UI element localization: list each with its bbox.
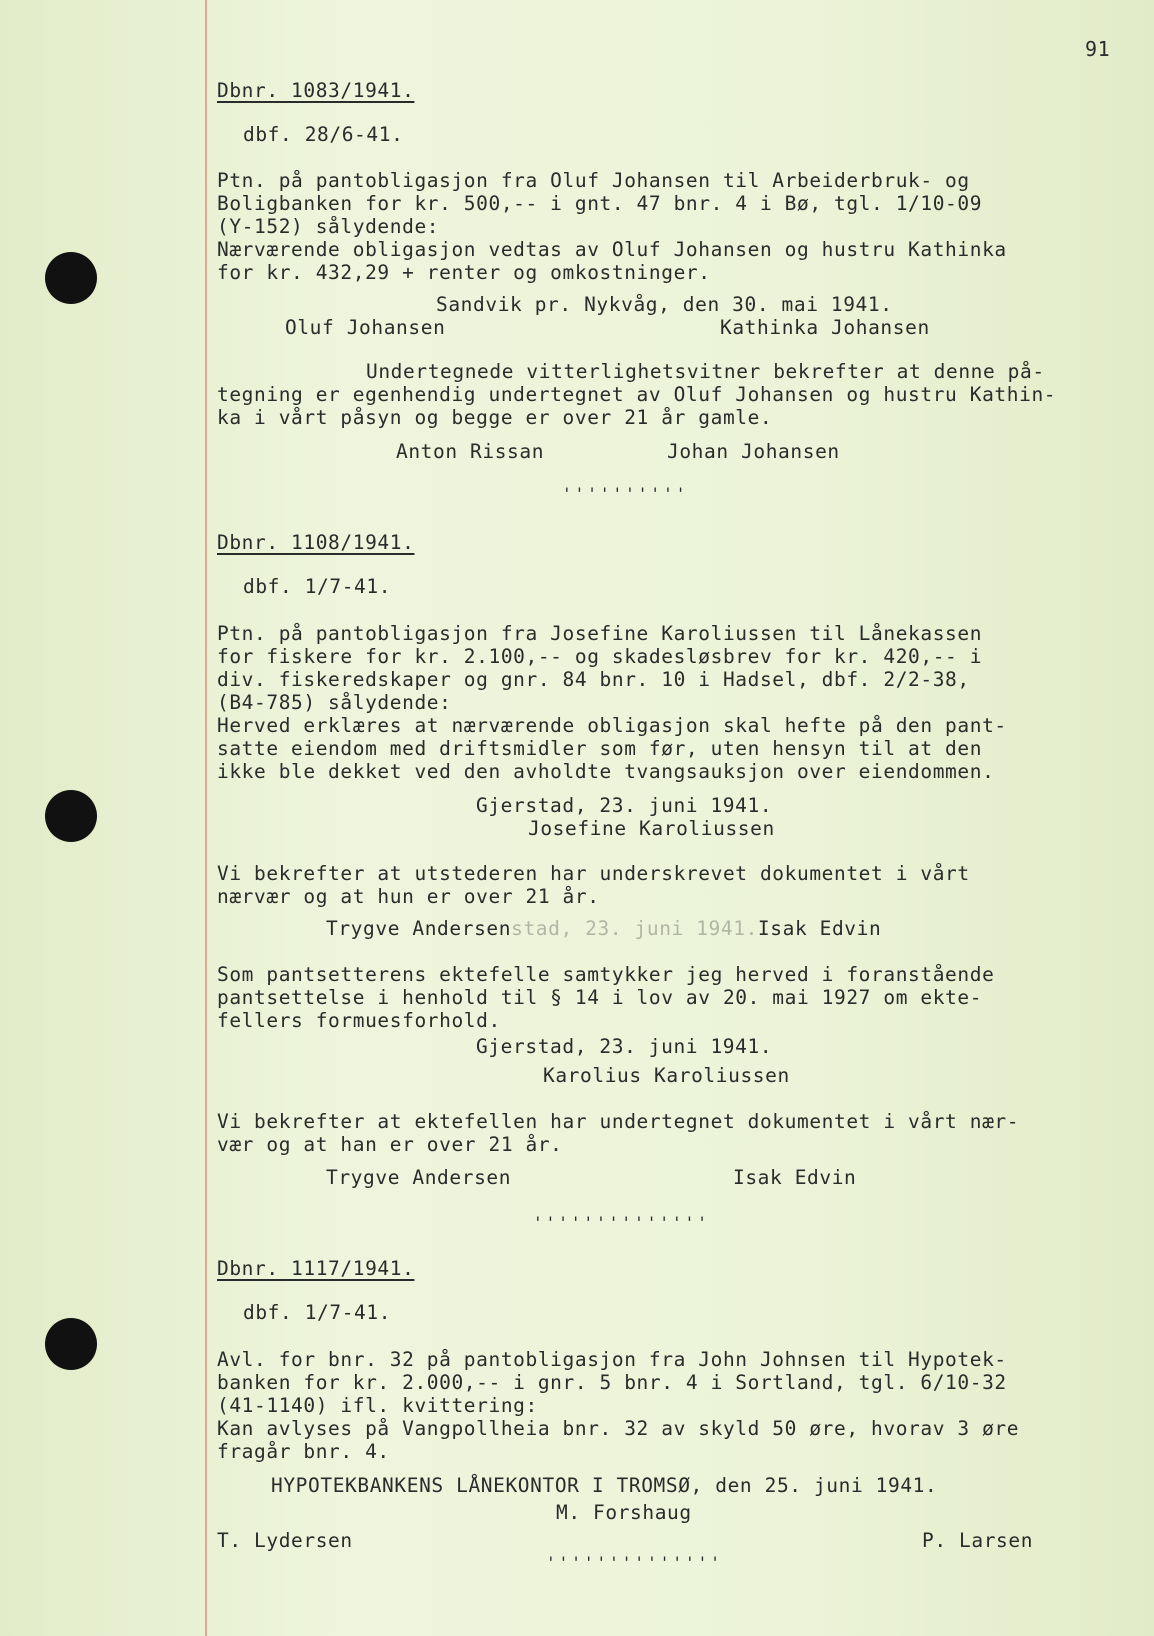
entry-body-line: fragår bnr. 4. bbox=[217, 1440, 390, 1463]
punch-hole bbox=[45, 252, 97, 304]
entry-body-line: Avl. for bnr. 32 på pantobligasjon fra John Johnsen til Hypotek- bbox=[217, 1348, 1007, 1371]
page-number: 91 bbox=[1085, 37, 1111, 61]
entry-body-line: div. fiskeredskaper og gnr. 84 bnr. 10 i Hadsel, dbf. 2/2-38, bbox=[217, 668, 970, 691]
spouse-text-line: Som pantsetterens ektefelle samtykker jeg herved i foranstående bbox=[217, 963, 995, 986]
place-date: Gjerstad, 23. juni 1941. bbox=[476, 1035, 773, 1058]
punch-hole bbox=[45, 790, 97, 842]
signature: Oluf Johansen bbox=[285, 316, 446, 339]
entry-header: Dbnr. 1117/1941. bbox=[217, 1257, 415, 1280]
witness-text-line: tegning er egenhendig undertegnet av Oluf Johansen og hustru Kathin- bbox=[217, 383, 1057, 406]
place-date: Gjerstad, 23. juni 1941. bbox=[476, 794, 773, 817]
witness-text-line: ka i vårt påsyn og begge er over 21 år gamle. bbox=[217, 406, 773, 429]
witness-name: Trygve Andersen bbox=[326, 917, 512, 940]
punch-hole bbox=[45, 1318, 97, 1370]
entry-body-line: satte eiendom med driftsmidler som før, uten hensyn til at den bbox=[217, 737, 983, 760]
entry-body-line: Nærværende obligasjon vedtas av Oluf Johansen og hustru Kathinka bbox=[217, 238, 1007, 261]
signer: M. Forshaug bbox=[556, 1501, 692, 1524]
entry-dbf: dbf. 28/6-41. bbox=[243, 123, 404, 146]
witness-name: Isak Edvin bbox=[757, 917, 882, 940]
entry-body-line: Ptn. på pantobligasjon fra Oluf Johansen til Arbeiderbruk- og bbox=[217, 169, 970, 192]
witness-signature: P. Larsen bbox=[922, 1529, 1034, 1552]
entry-body-line: banken for kr. 2.000,-- i gnr. 5 bnr. 4 i Sortland, tgl. 6/10-32 bbox=[217, 1371, 1007, 1394]
entry-header: Dbnr. 1108/1941. bbox=[217, 531, 415, 554]
entry-body-line: for kr. 432,29 + renter og omkostninger. bbox=[217, 261, 711, 284]
spouse-confirm-line: Vi bekrefter at ektefellen har undertegnet dokumentet i vårt nær- bbox=[217, 1110, 1020, 1133]
witness-text-line: Undertegnede vitterlighetsvitner bekrefter at denne på- bbox=[366, 360, 1045, 383]
signer: Josefine Karoliussen bbox=[528, 817, 775, 840]
entry-header: Dbnr. 1083/1941. bbox=[217, 79, 415, 102]
witness-line bbox=[326, 918, 881, 940]
witness-signature: Anton Rissan bbox=[396, 440, 545, 463]
issuer-line: HYPOTEKBANKENS LÅNEKONTOR I TROMSØ, den 25. juni 1941. bbox=[271, 1474, 938, 1497]
entry-body-line: Kan avlyses på Vangpollheia bnr. 32 av skyld 50 øre, hvorav 3 øre bbox=[217, 1417, 1020, 1440]
witness-signature: Isak Edvin bbox=[733, 1166, 857, 1189]
signature: Kathinka Johansen bbox=[720, 316, 930, 339]
entry-body-line: (Y-152) sålydende: bbox=[217, 215, 440, 238]
witness-signature: Trygve Andersen bbox=[326, 1166, 512, 1189]
entry-body-line: Ptn. på pantobligasjon fra Josefine Karoliussen til Lånekassen bbox=[217, 622, 983, 645]
entry-body-line: Herved erklæres at nærværende obligasjon skal hefte på den pant- bbox=[217, 714, 1007, 737]
spouse-text-line: pantsettelse i henhold til § 14 i lov av 20. mai 1927 om ekte- bbox=[217, 986, 983, 1009]
spouse-signer: Karolius Karoliussen bbox=[543, 1064, 790, 1087]
spouse-text-line: fellers formuesforhold. bbox=[217, 1009, 501, 1032]
faded-text: stad, 23. juni 1941. bbox=[511, 917, 758, 940]
entry-body-line: (41-1140) ifl. kvittering: bbox=[217, 1394, 538, 1417]
entry-body-line: for fiskere for kr. 2.100,-- og skadesløsbrev for kr. 420,-- i bbox=[217, 645, 983, 668]
witness-signature: Johan Johansen bbox=[667, 440, 840, 463]
place-date: Sandvik pr. Nykvåg, den 30. mai 1941. bbox=[436, 293, 893, 316]
margin-rule bbox=[205, 0, 207, 1636]
entry-dbf: dbf. 1/7-41. bbox=[243, 575, 392, 598]
entry-body-line: Boligbanken for kr. 500,-- i gnt. 47 bnr. 4 i Bø, tgl. 1/10-09 bbox=[217, 192, 983, 215]
separator-marks: '''''''''''''' bbox=[533, 1213, 710, 1232]
spouse-confirm-line: vær og at han er over 21 år. bbox=[217, 1133, 563, 1156]
separator-marks: '''''''''' bbox=[562, 484, 689, 503]
confirm-text-line: nærvær og at hun er over 21 år. bbox=[217, 885, 600, 908]
confirm-text-line: Vi bekrefter at utstederen har underskrevet dokumentet i vårt bbox=[217, 862, 970, 885]
entry-body-line: ikke ble dekket ved den avholdte tvangsauksjon over eiendommen. bbox=[217, 760, 995, 783]
entry-dbf: dbf. 1/7-41. bbox=[243, 1301, 392, 1324]
witness-signature: T. Lydersen bbox=[217, 1529, 353, 1552]
entry-body-line: (B4-785) sålydende: bbox=[217, 691, 452, 714]
separator-marks: '''''''''''''' bbox=[546, 1553, 723, 1572]
